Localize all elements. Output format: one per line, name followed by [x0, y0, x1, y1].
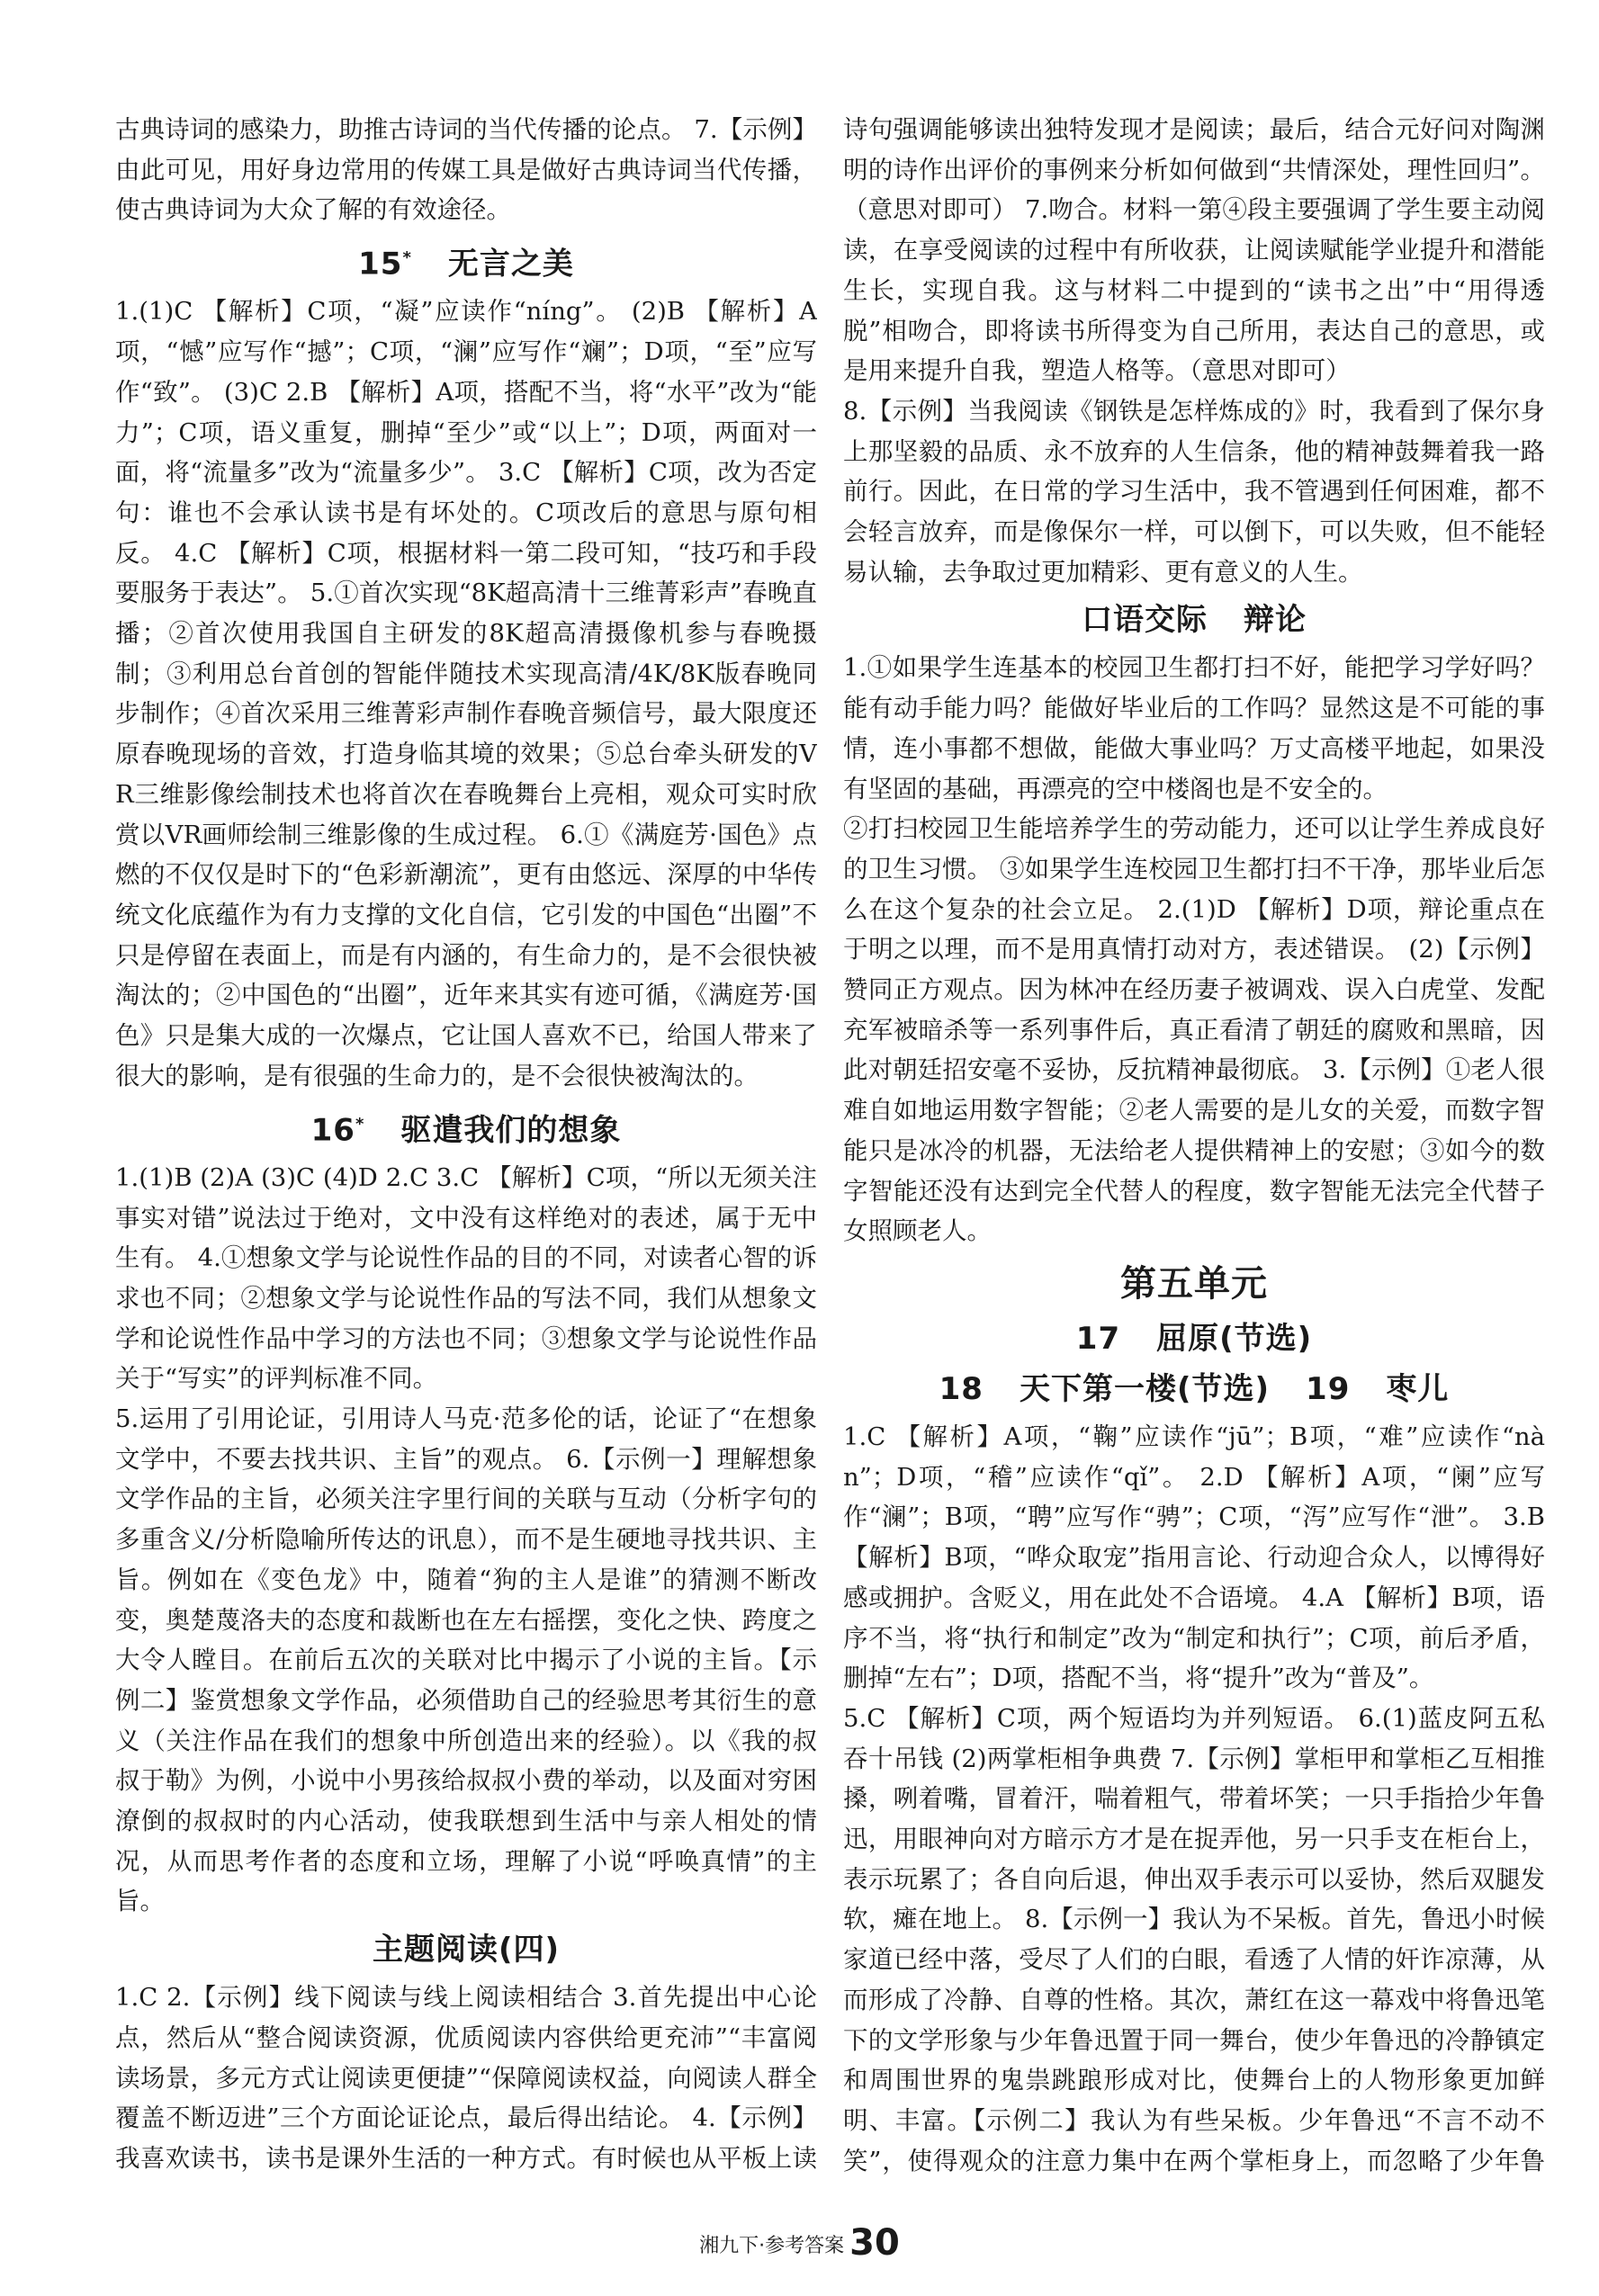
paragraph: 古典诗词的感染力，助推古诗词的当代传播的论点。 7.【示例】由此可见，用好身边常用的传媒工具是做好古典诗词当代传播，使古典诗词为大众了解的有效途径。	[115, 115, 817, 225]
lesson-title: 天下第一楼(节选)	[1019, 1370, 1271, 1407]
paragraph: 5.C 【解析】C项，两个短语均为并列短语。 6.(1)蓝皮阿五私吞十吊钱 (2)两掌柜相争典费 7.【示例】掌柜甲和掌柜乙互相推搡，咧着嘴，冒着汗，喘着粗气，带着坏笑；一只手指拾少年鲁迅，用眼神向对方暗示方才是在捉弄他，另一只手支在柜台上，表示玩累了；各自向后退，伸出双手表示可以妥协，然后双腿发软，瘫在地上。 8.【示例一】我认为不呆板。首先，鲁迅小时候家道已经中落，受尽了人们的白眼，看透了人情的奸诈凉薄，从而形成了冷静、自尊的性格。其次，萧红在这一幕戏中将鲁迅笔下的文学形象与少年鲁迅置于同一舞台，使少年鲁迅的冷静镇定和周围世界的鬼祟跳踉形成对比，使舞台上的人物形象更加鲜明、丰富。【示例二】我认为有些呆板。少年鲁迅“不言不动不笑”，使得观众的注意力集中在两个掌柜身上，而忽略了少年鲁	[843, 1703, 1545, 2175]
paragraph: ②打扫校园卫生能培养学生的劳动能力，还可以让学生养成良好的卫生习惯。 ③如果学生连校园卫生都打扫不干净，那毕业后怎么在这个复杂的社会立足。 2.(1)D 【解析】D项，辩论重点在于明之以理，而不是用真情打动对方，表述错误。 (2)【示例】赞同正方观点。因为林冲在经历妻子被调戏、误入白虎堂、发配充军被暗杀等一系列事件后，真正看清了朝廷的腐败和黑暗，因此对朝廷招安毫不妥协，反抗精神最彻底。 3.【示例】①老人很难自如地运用数字智能；②老人需要的是儿女的关爱，而数字智能只是冰冷的机器，无法给老人提供精神上的安慰；③如今的数字智能还没有达到完全代替人的程度，数字智能无法完全代替子女照顾老人。	[843, 814, 1545, 1246]
paragraph: 5.运用了引用论证，引用诗人马克·范多伦的话，论证了“在想象文学中，不要去找共识、主旨”的观点。 6.【示例一】理解想象文学作品的主旨，必须关注字里行间的关联与互动（分析字句的多重含义/分析隐喻所传达的讯息），而不是生硬地寻找共识、主旨。例如在《变色龙》中，随着“狗的主人是谁”的猜测不断改变，奥楚蔑洛夫的态度和裁断也在左右摇摆，变化之快、跨度之大令人瞠目。在前后五次的关联对比中揭示了小说的主旨。【示例二】鉴赏想象文学作品，必须借助自己的经验思考其衍生的意义（关注作品在我们的想象中所创造出来的经验）。以《我的叔叔于勒》为例，小说中小男孩给叔叔小费的举动，以及面对穷困潦倒的叔叔时的内心活动，使我联想到生活中与亲人相处的情况，从而思考作者的态度和立场，理解了小说“呼唤真情”的主旨。	[115, 1404, 817, 1916]
paragraph: 1.(1)C 【解析】C项，“凝”应读作“níng”。 (2)B 【解析】A项，“憾”应写作“撼”；C项，“澜”应写作“斓”；D项，“至”应写作“致”。 (3)C 2.B 【解析】A项，搭配不当，将“水平”改为“能力”；C项，语义重复，删掉“至少”或“以上”；D项，两面对一面，将“流量多”改为“流量多少”。 3.C 【解析】C项，改为否定句：谁也不会承认读书是有坏处的。C项改后的意思与原句相反。 4.C 【解析】C项，根据材料一第二段可知，“技巧和手段要服务于表达”。 5.①首次实现“8K超高清十三维菁彩声”春晚直播；②首次使用我国自主研发的8K超高清摄像机参与春晚摄制；③利用总台首创的智能伴随技术实现高清/4K/8K版春晚同步制作；④首次采用三维菁彩声制作春晚音频信号，最大限度还原春晚现场的音效，打造身临其境的效果；⑤总台牵头研发的VR三维影像绘制技术也将首次在春晚舞台上亮相，观众可实时欣赏以VR画师绘制三维影像的生成过程。 6.①《满庭芳·国色》点燃的不仅仅是时下的“色彩新潮流”，更有由悠远、深厚的中华传统文化底蕴作为有力支撑的文化自信，它引发的中国色“出圈”不只是停留在表面上，而是有内涵的，有生命力的，是不会很快被淘汰的；②中国色的“出圈”，近年来其实有迹可循，《满庭芳·国色》只是集大成的一次爆点，它让国人喜欢不已，给国人带来了很大的影响，是有很强的生命力的，是不会很快被淘汰的。	[115, 297, 817, 1090]
paragraph: 8.【示例】当我阅读《钢铁是怎样炼成的》时，我看到了保尔身上那坚毅的品质、永不放弃的人生信条，他的精神鼓舞着我一路前行。因此，在日常的学习生活中，我不管遇到任何困难，都不会轻言放弃，而是像保尔一样，可以倒下，可以失败，但不能轻易认输，去争取过更加精彩、更有意义的人生。	[843, 396, 1545, 587]
lesson-number: 16	[310, 1111, 355, 1148]
lesson-number: 17	[1075, 1320, 1121, 1357]
left-column	[115, 110, 817, 2179]
page-footer	[0, 2222, 1599, 2264]
lesson-title: 屈原(节选)	[1156, 1320, 1313, 1357]
lesson-number: 19	[1306, 1370, 1351, 1407]
optional-mark: *	[402, 248, 412, 268]
lesson-title: 驱遣我们的想象	[400, 1111, 622, 1148]
lesson-16-heading	[115, 1102, 817, 1152]
section-subtitle: 辩论	[1244, 602, 1307, 639]
unit-heading: 第五单元	[1120, 1262, 1268, 1305]
lesson-number: 15	[358, 246, 403, 283]
paragraph: 1.①如果学生连基本的校园卫生都打扫不好，能把学习学好吗？能有动手能力吗？能做好毕业后的工作吗？显然这是不可能的事情，连小事都不想做，能做大事业吗？万丈高楼平地起，如果没有坚固的基础，再漂亮的空中楼阁也是不安全的。	[843, 653, 1545, 803]
lesson-title: 枣儿	[1386, 1370, 1450, 1407]
lesson-number: 18	[939, 1370, 984, 1407]
paragraph: 诗句强调能够读出独特发现才是阅读；最后，结合元好问对陶渊明的诗作出评价的事例来分析如何做到“共情深处，理性回归”。（意思对即可） 7.吻合。材料一第④段主要强调了学生要主动阅读，在享受阅读的过程中有所收获，让阅读赋能学业提升和潜能生长，实现自我。这与材料二中提到的“读书之出”中“用得透脱”相吻合，即将读书所得变为自己所用，表达自己的意思，或是用来提升自我，塑造人格等。（意思对即可）	[843, 115, 1545, 386]
right-column	[843, 110, 1545, 2179]
lesson-18-19-heading	[843, 1367, 1545, 1412]
footer-label: 湘九下·参考答案	[699, 2235, 845, 2257]
paragraph: 1.(1)B (2)A (3)C (4)D 2.C 3.C 【解析】C项，“所以无须关注事实对错”说法过于绝对，文中没有这样绝对的表述，属于无中生有。 4.①想象文学与论说性作品的目的不同，对读者心智的诉求也不同；②想象文学与论说性作品的写法不同，我们从想象文学和论说性作品中学习的方法也不同；③想象文学与论说性作品关于“写实”的评判标准不同。	[115, 1162, 817, 1394]
theme-reading-heading: 主题阅读(四)	[372, 1932, 561, 1969]
lesson-15-heading	[115, 236, 817, 286]
page-number: 30	[849, 2222, 900, 2264]
oral-communication-heading	[843, 597, 1545, 642]
lesson-title: 无言之美	[447, 246, 574, 283]
lesson-17-heading	[843, 1316, 1545, 1361]
section-title: 口语交际	[1082, 602, 1208, 639]
paragraph: 1.C 【解析】A项，“鞠”应读作“jū”；B项，“难”应读作“nàn”；D项，“稽”应读作“qǐ”。 2.D 【解析】A项，“阑”应写作“澜”；B项，“聘”应写作“骋”；C项，“泻”应写作“泄”。 3.B 【解析】B项，“哗众取宠”指用言论、行动迎合众人，以博得好感或拥护。含贬义，用在此处不合语境。 4.A 【解析】B项，语序不当，将“执行和制定”改为“制定和执行”；C项，前后矛盾，删掉“左右”；D项，搭配不当，将“提升”改为“普及”。	[843, 1422, 1545, 1693]
paragraph: 1.C 2.【示例】线下阅读与线上阅读相结合 3.首先提出中心论点，然后从“整合阅读资源，优质阅读内容供给更充沛”“丰富阅读场景，多元方式让阅读更便捷”“保障阅读权益，向阅读人群全覆盖不断迈进”三个方面论证论点，最后得出结论。 4.【示例】我喜欢读书，读书是课外生活的一种方式。有时候也从平板上读	[115, 1983, 817, 2173]
optional-mark: *	[355, 1114, 365, 1134]
